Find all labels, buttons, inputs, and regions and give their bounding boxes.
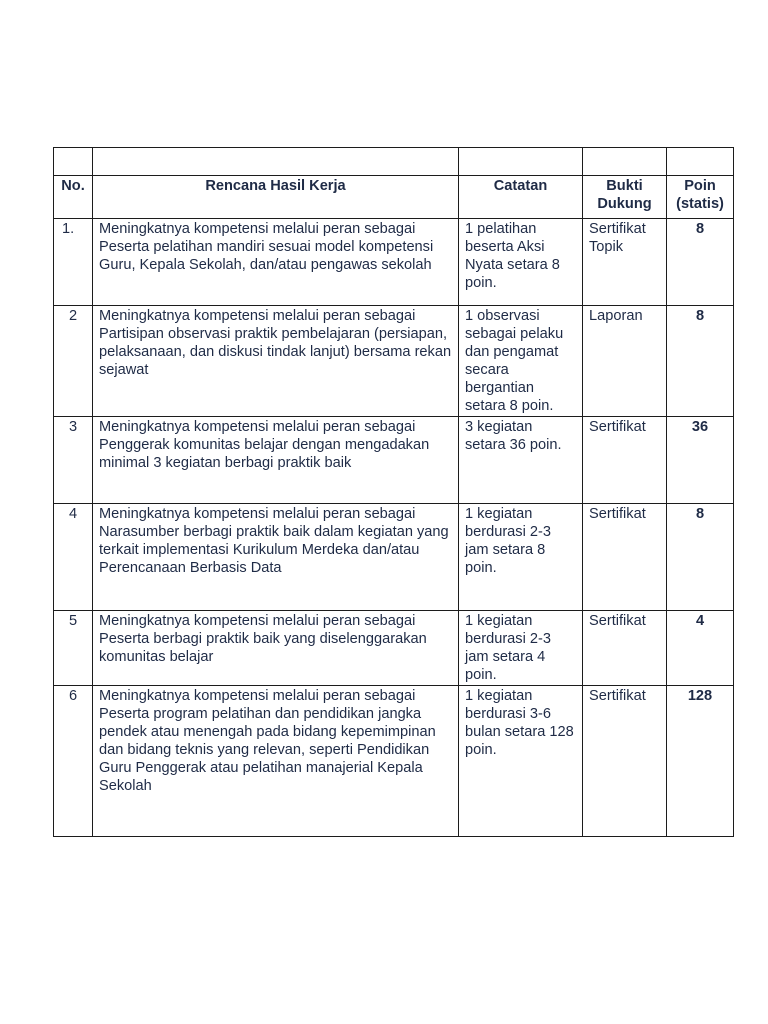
row-proof: Sertifikat — [583, 686, 667, 837]
table-row — [54, 306, 734, 417]
table-row — [54, 504, 734, 611]
row-points: 8 — [667, 219, 734, 306]
row-proof: Sertifikat Topik — [583, 219, 667, 306]
row-number: 6 — [54, 686, 93, 837]
row-proof: Laporan — [583, 306, 667, 417]
row-points: 36 — [667, 417, 734, 504]
table-row — [54, 611, 734, 686]
row-proof: Sertifikat — [583, 504, 667, 611]
table-row — [54, 686, 734, 837]
row-number: 1. — [54, 219, 93, 306]
row-plan: Meningkatnya kompetensi melalui peran sebagai Penggerak komunitas belajar dengan mengadakan minimal 3 kegiatan berbagi praktik baik — [93, 417, 459, 504]
header-note: Catatan — [459, 176, 583, 219]
empty-cell — [459, 148, 583, 176]
row-number: 5 — [54, 611, 93, 686]
row-note: 1 kegiatan berdurasi 2-3 jam setara 8 poin. — [459, 504, 583, 611]
row-plan: Meningkatnya kompetensi melalui peran sebagai Partisipan observasi praktik pembelajaran (persiapan, pelaksanaan, dan diskusi tindak lanjut) bersama rekan sejawat — [93, 306, 459, 417]
header-plan: Rencana Hasil Kerja — [93, 176, 459, 219]
header-no: No. — [54, 176, 93, 219]
row-points: 4 — [667, 611, 734, 686]
row-plan: Meningkatnya kompetensi melalui peran sebagai Peserta pelatihan mandiri sesuai model kompetensi Guru, Kepala Sekolah, dan/atau pengawas sekolah — [93, 219, 459, 306]
row-number: 4 — [54, 504, 93, 611]
header-proof: Bukti Dukung — [583, 176, 667, 219]
row-plan: Meningkatnya kompetensi melalui peran sebagai Narasumber berbagi praktik baik dalam kegiatan yang terkait implementasi Kurikulum Merdeka dan/atau Perencanaan Berbasis Data — [93, 504, 459, 611]
empty-cell — [93, 148, 459, 176]
row-note: 3 kegiatan setara 36 poin. — [459, 417, 583, 504]
row-note: 1 observasi sebagai pelaku dan pengamat secara bergantian setara 8 poin. — [459, 306, 583, 417]
table-header-row — [54, 176, 734, 219]
row-number: 2 — [54, 306, 93, 417]
row-plan: Meningkatnya kompetensi melalui peran sebagai Peserta program pelatihan dan pendidikan jangka pendek atau menengah pada bidang kepemimpinan dan bidang teknis yang relevan, seperti Pendidikan Guru Penggerak atau pelatihan manajerial Kepala Sekolah — [93, 686, 459, 837]
header-points: Poin (statis) — [667, 176, 734, 219]
row-note: 1 kegiatan berdurasi 2-3 jam setara 4 poin. — [459, 611, 583, 686]
row-plan: Meningkatnya kompetensi melalui peran sebagai Peserta berbagi praktik baik yang diselenggarakan komunitas belajar — [93, 611, 459, 686]
row-points: 8 — [667, 306, 734, 417]
row-proof: Sertifikat — [583, 417, 667, 504]
empty-cell — [583, 148, 667, 176]
empty-top-row — [54, 148, 734, 176]
table-row — [54, 417, 734, 504]
table-row — [54, 219, 734, 306]
row-note: 1 kegiatan berdurasi 3-6 bulan setara 128 poin. — [459, 686, 583, 837]
row-number: 3 — [54, 417, 93, 504]
row-points: 8 — [667, 504, 734, 611]
competency-table — [53, 147, 734, 837]
row-points: 128 — [667, 686, 734, 837]
empty-cell — [54, 148, 93, 176]
row-proof: Sertifikat — [583, 611, 667, 686]
empty-cell — [667, 148, 734, 176]
row-note: 1 pelatihan beserta Aksi Nyata setara 8 poin. — [459, 219, 583, 306]
